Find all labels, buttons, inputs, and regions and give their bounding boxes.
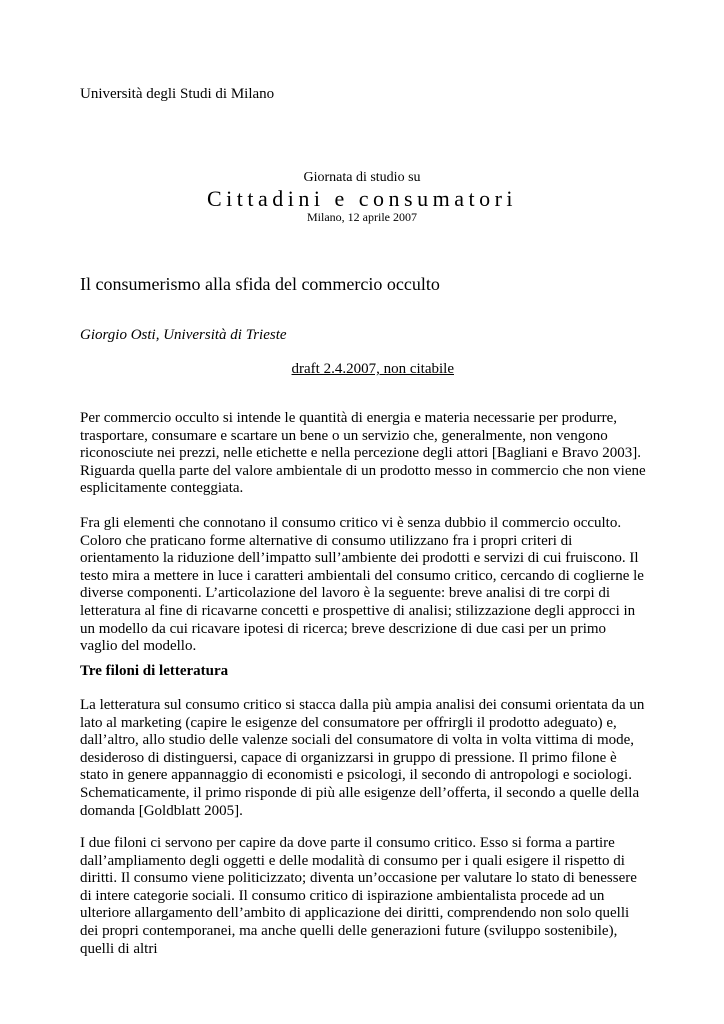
paragraph-3: La letteratura sul consumo critico si stacca dalla più ampia analisi dei consumi orientata da un lato al marketing (capire le esigenze del consumatore per offrirgli il prodotto adeguato) e, dall’altro, allo studio delle valenze sociali del consumatore di volta in volta vittima di mode, desideroso di distinguersi, capace di organizzarsi in gruppo di pressione. Il primo filone è stato in genere appannaggio di economisti e psicologi, il secondo di antropologi e sociologi. Schematicamente, il primo risponde di più alle esigenze dell’offerta, il secondo a quelle della domanda [Goldblatt 2005].	[80, 697, 645, 819]
university-name: Università degli Studi di Milano	[80, 86, 275, 102]
event-date: Milano, 12 aprile 2007	[307, 210, 417, 224]
author-line: Giorgio Osti, Università di Trieste	[80, 327, 287, 343]
paragraph-4: I due filoni ci servono per capire da dove parte il consumo critico. Esso si forma a partire dall’ampliamento degli oggetti e delle modalità di consumo per i quali esigere il rispetto di diritti. Il consumo viene politicizzato; diventa un’occasione per valutare lo stato di benessere di intere categorie sociali. Il consumo critico di ispirazione ambientalista procede ad un ulteriore allargamento dell’ambito di applicazione dei diritti, comprendendo non solo quelli dei propri contemporanei, ma anche quelli delle generazioni future (sviluppo sostenibile), quelli di altri	[80, 835, 637, 957]
paragraph-2: Fra gli elementi che connotano il consumo critico vi è senza dubbio il commercio occulto. Coloro che praticano forme alternative di consumo utilizzano fra i propri criteri di orientamento la riduzione dell’impatto sull’ambiente dei prodotti e servizi di cui fruiscono. Il testo mira a mettere in luce i caratteri ambientali del consumo critico, cercando di coglierne le diverse componenti. L’articolazione del lavoro è la seguente: breve analisi di tre corpi di letteratura al fine di ricavarne concetti e prospettive di analisi; stilizzazione degli approcci in un modello da cui ricavare ipotesi di ricerca; breve descrizione di due casi per un primo vaglio del modello.	[80, 515, 644, 655]
event-intro: Giornata di studio su	[303, 170, 421, 185]
paper-title: Il consumerismo alla sfida del commercio occulto	[80, 274, 440, 294]
paragraph-1: Per commercio occulto si intende le quantità di energia e materia necessarie per produrre, trasportare, consumare e scartare un bene o un servizio che, generalmente, non vengono riconosciute nei prezzi, nelle etichette e nella percezione degli attori [Bagliani e Bravo 2003]. Riguarda quella parte del valore ambientale di un prodotto messo in commercio che non viene esplicitamente conteggiata.	[80, 410, 646, 497]
draft-note: draft 2.4.2007, non citabile	[291, 361, 454, 377]
event-title: Cittadini e consumatori	[206, 186, 518, 211]
section-heading: Tre filoni di letteratura	[80, 663, 229, 679]
